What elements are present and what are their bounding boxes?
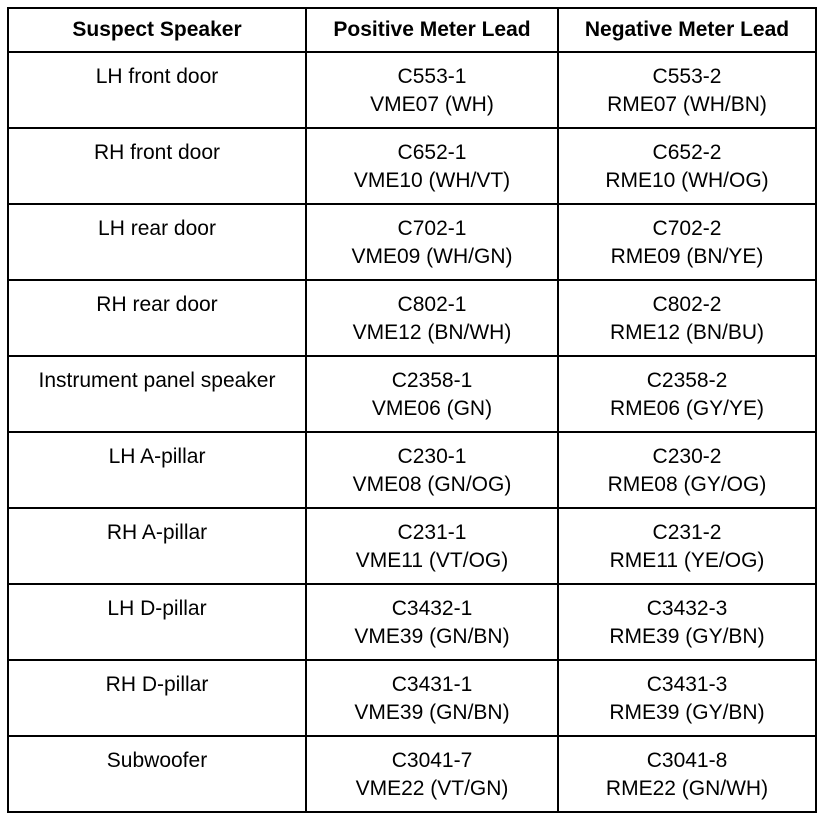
table-row — [8, 508, 816, 584]
positive-lead-cell — [306, 508, 558, 584]
speaker-cell — [8, 128, 306, 204]
speaker-cell — [8, 584, 306, 660]
speaker-cell — [8, 660, 306, 736]
header-suspect-speaker: Suspect Speaker — [8, 8, 306, 52]
positive-connector: C231-1 — [397, 521, 467, 544]
negative-connector: C3041-8 — [646, 749, 728, 772]
positive-circuit: VME06 (GN) — [371, 397, 493, 420]
negative-circuit: RME09 (BN/YE) — [610, 245, 764, 268]
speaker-test-table — [7, 7, 817, 813]
speaker-name: RH A-pillar — [106, 521, 208, 544]
negative-lead-cell — [558, 432, 816, 508]
speaker-name: LH D-pillar — [107, 597, 207, 620]
header-negative-meter-lead: Negative Meter Lead — [558, 8, 816, 52]
negative-connector: C3432-3 — [646, 597, 728, 620]
negative-lead-cell — [558, 204, 816, 280]
positive-circuit: VME39 (GN/BN) — [354, 625, 510, 648]
negative-lead-cell — [558, 52, 816, 128]
table-row — [8, 736, 816, 812]
speaker-cell — [8, 356, 306, 432]
negative-circuit: RME12 (BN/BU) — [609, 321, 765, 344]
table-row — [8, 356, 816, 432]
speaker-cell — [8, 280, 306, 356]
speaker-cell — [8, 736, 306, 812]
negative-lead-cell — [558, 736, 816, 812]
positive-lead-cell — [306, 660, 558, 736]
positive-connector: C2358-1 — [391, 369, 473, 392]
negative-connector: C702-2 — [652, 217, 722, 240]
negative-connector: C652-2 — [652, 141, 722, 164]
speaker-test-table-container — [7, 7, 815, 813]
positive-connector: C3432-1 — [391, 597, 473, 620]
positive-lead-cell — [306, 280, 558, 356]
positive-circuit: VME12 (BN/WH) — [352, 321, 512, 344]
speaker-name: LH rear door — [98, 217, 216, 240]
negative-lead-cell — [558, 660, 816, 736]
speaker-name: Instrument panel speaker — [38, 369, 276, 392]
negative-lead-cell — [558, 508, 816, 584]
negative-circuit: RME22 (GN/WH) — [605, 777, 769, 800]
table-row — [8, 128, 816, 204]
speaker-cell — [8, 52, 306, 128]
negative-connector: C802-2 — [652, 293, 722, 316]
table-row — [8, 204, 816, 280]
negative-circuit: RME10 (WH/OG) — [605, 169, 769, 192]
positive-lead-cell — [306, 128, 558, 204]
negative-circuit: RME08 (GY/OG) — [607, 473, 767, 496]
positive-lead-cell — [306, 584, 558, 660]
negative-lead-cell — [558, 356, 816, 432]
positive-circuit: VME09 (WH/GN) — [351, 245, 513, 268]
negative-circuit: RME39 (GY/BN) — [609, 701, 765, 724]
positive-connector: C3431-1 — [391, 673, 473, 696]
speaker-cell — [8, 508, 306, 584]
positive-circuit: VME39 (GN/BN) — [354, 701, 510, 724]
speaker-cell — [8, 432, 306, 508]
table-row — [8, 660, 816, 736]
positive-circuit: VME11 (VT/OG) — [355, 549, 509, 572]
speaker-name: Subwoofer — [106, 749, 208, 772]
negative-connector: C230-2 — [652, 445, 722, 468]
negative-lead-cell — [558, 584, 816, 660]
table-row — [8, 52, 816, 128]
speaker-name: RH front door — [93, 141, 221, 164]
positive-connector: C3041-7 — [391, 749, 473, 772]
speaker-cell — [8, 204, 306, 280]
speaker-name: RH D-pillar — [105, 673, 209, 696]
positive-lead-cell — [306, 356, 558, 432]
table-row — [8, 432, 816, 508]
negative-lead-cell — [558, 128, 816, 204]
negative-lead-cell — [558, 280, 816, 356]
negative-circuit: RME07 (WH/BN) — [607, 93, 767, 116]
table-row — [8, 280, 816, 356]
speaker-name: RH rear door — [96, 293, 218, 316]
positive-circuit: VME22 (VT/GN) — [355, 777, 509, 800]
positive-connector: C230-1 — [397, 445, 467, 468]
positive-lead-cell — [306, 52, 558, 128]
positive-lead-cell — [306, 432, 558, 508]
negative-circuit: RME39 (GY/BN) — [609, 625, 765, 648]
header-positive-meter-lead: Positive Meter Lead — [306, 8, 558, 52]
positive-circuit: VME07 (WH) — [370, 93, 494, 116]
speaker-name: LH front door — [95, 65, 219, 88]
positive-connector: C652-1 — [397, 141, 467, 164]
negative-circuit: RME06 (GY/YE) — [609, 397, 765, 420]
table-body — [8, 52, 816, 812]
positive-lead-cell — [306, 736, 558, 812]
positive-circuit: VME08 (GN/OG) — [352, 473, 512, 496]
table-row — [8, 584, 816, 660]
positive-lead-cell — [306, 204, 558, 280]
negative-connector: C553-2 — [652, 65, 722, 88]
negative-connector: C2358-2 — [646, 369, 728, 392]
header-row — [8, 8, 816, 52]
positive-connector: C553-1 — [397, 65, 467, 88]
negative-connector: C3431-3 — [646, 673, 728, 696]
negative-connector: C231-2 — [652, 521, 722, 544]
speaker-name: LH A-pillar — [108, 445, 206, 468]
positive-connector: C802-1 — [397, 293, 467, 316]
positive-connector: C702-1 — [397, 217, 467, 240]
positive-circuit: VME10 (WH/VT) — [353, 169, 511, 192]
negative-circuit: RME11 (YE/OG) — [609, 549, 765, 572]
